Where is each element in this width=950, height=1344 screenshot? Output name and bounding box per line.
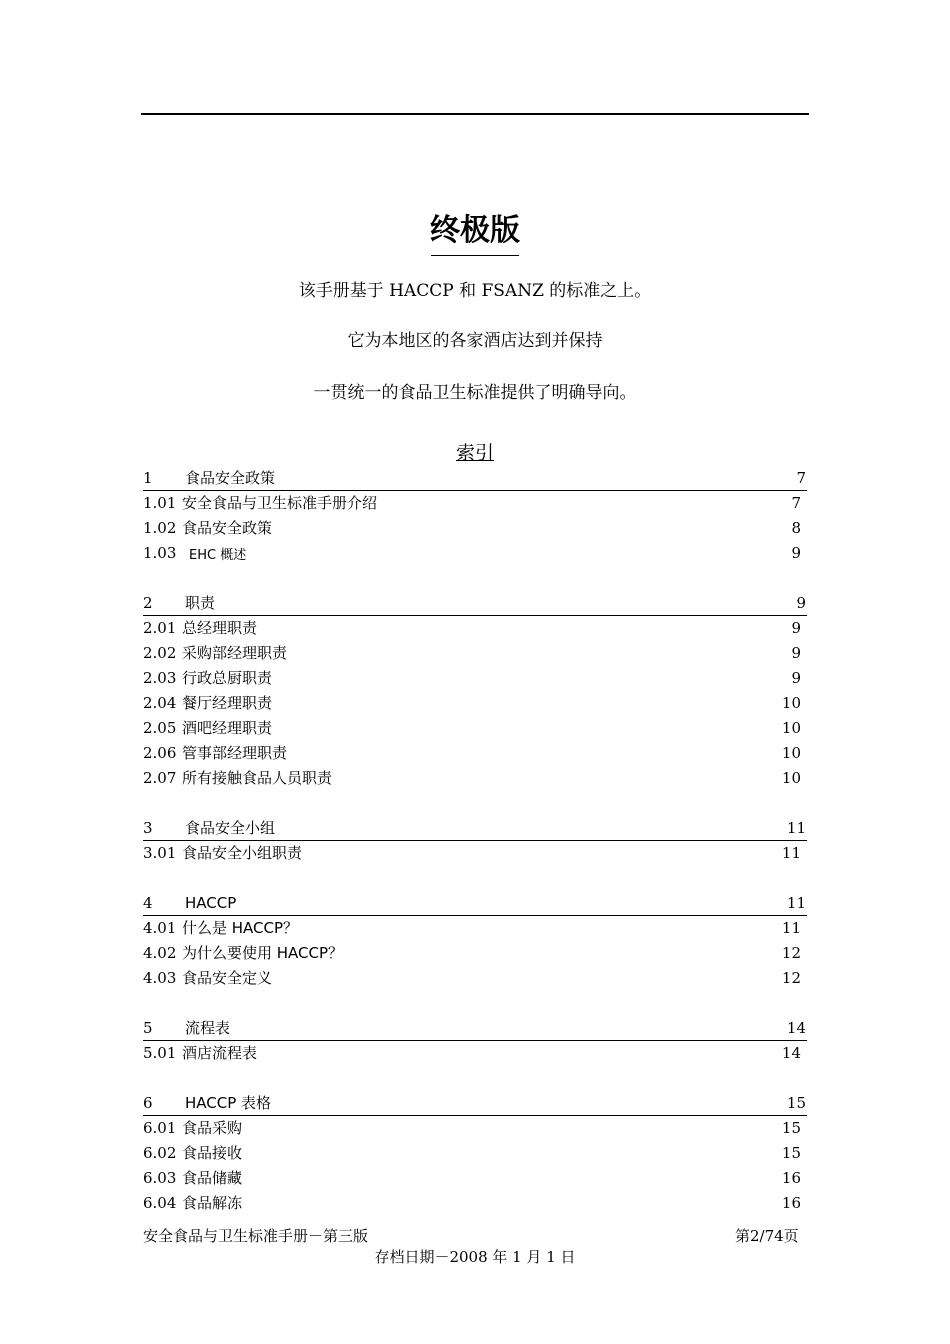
toc-entry-page: 15 — [781, 1119, 801, 1137]
toc-entry-label: 安全食品与卫生标准手册介绍 — [182, 494, 378, 512]
footer-page-number: 第2/74页 — [735, 1227, 799, 1245]
toc-entry-number: 2.04 — [143, 694, 177, 712]
intro-line-3: 一贯统一的食品卫生标准提供了明确导向。 — [313, 383, 637, 403]
toc-entry-number: 2.02 — [143, 644, 177, 662]
toc-section — [143, 816, 807, 866]
toc-section-page: 15 — [786, 1094, 806, 1112]
toc-entry[interactable] — [143, 1191, 807, 1216]
toc-entry[interactable] — [143, 666, 807, 691]
toc-entry-number: 5.01 — [143, 1044, 177, 1062]
toc-entry-number: 4.01 — [143, 919, 177, 937]
toc-entry-page: 9 — [791, 644, 801, 662]
toc-entry[interactable] — [143, 966, 807, 991]
toc-section-heading[interactable] — [143, 466, 807, 491]
toc-section-number: 5 — [143, 1019, 153, 1037]
toc-entry-number: 2.01 — [143, 619, 177, 637]
toc-entry-label: 管事部经理职责 — [182, 744, 288, 762]
toc-entry[interactable] — [143, 1116, 807, 1141]
toc-entry-number: 2.05 — [143, 719, 177, 737]
toc-entry-number: 2.03 — [143, 669, 177, 687]
footer-archive-date: 存档日期－2008 年 1 月 1 日 — [374, 1248, 576, 1266]
toc-section-number: 3 — [143, 819, 153, 837]
toc-entry-label: 食品储藏 — [182, 1169, 243, 1187]
toc-section-page: 7 — [796, 469, 806, 487]
toc-entry-page: 16 — [781, 1169, 801, 1187]
title-underline — [431, 255, 519, 256]
toc-entry-number: 4.03 — [143, 969, 177, 987]
toc-entry-label: 所有接触食品人员职责 — [182, 769, 333, 787]
toc-entry-page: 16 — [781, 1194, 801, 1212]
intro-line-2: 它为本地区的各家酒店达到并保持 — [347, 331, 603, 351]
toc-section-page: 11 — [786, 819, 806, 837]
toc-section-heading[interactable] — [143, 591, 807, 616]
toc-entry[interactable] — [143, 641, 807, 666]
toc-section-label: HACCP — [185, 894, 237, 912]
toc-entry-label: 行政总厨职责 — [182, 669, 273, 687]
footer-document-name: 安全食品与卫生标准手册－第三版 — [143, 1227, 369, 1245]
toc-entry-label: 食品解冻 — [182, 1194, 243, 1212]
toc-entry-label: 食品采购 — [182, 1119, 243, 1137]
toc-entry-page: 10 — [781, 769, 801, 787]
toc-entry-page: 12 — [781, 969, 801, 987]
toc-entry[interactable] — [143, 766, 807, 791]
toc-entry-page: 9 — [791, 669, 801, 687]
toc-entry-page: 10 — [781, 719, 801, 737]
toc-entry[interactable] — [143, 916, 807, 941]
toc-entry-label: 为什么要使用 HACCP？ — [182, 944, 344, 962]
toc-entry-number: 6.02 — [143, 1144, 177, 1162]
toc-section-label: 职责 — [185, 594, 216, 612]
toc-entry-label: 食品安全定义 — [182, 969, 273, 987]
toc-section-page: 11 — [786, 894, 806, 912]
toc-entry-number: 6.03 — [143, 1169, 177, 1187]
toc-entry-page: 15 — [781, 1144, 801, 1162]
toc-entry-page: 11 — [781, 919, 801, 937]
toc-entry-page: 9 — [791, 619, 801, 637]
toc-entry[interactable] — [143, 741, 807, 766]
toc-entry[interactable] — [143, 616, 807, 641]
table-of-contents — [143, 466, 807, 1241]
toc-entry-page: 9 — [791, 544, 801, 562]
toc-entry-label: 什么是 HACCP？ — [182, 919, 299, 937]
toc-entry-label: 酒吧经理职责 — [182, 719, 273, 737]
toc-entry-number: 6.04 — [143, 1194, 177, 1212]
toc-entry-label: 食品安全政策 — [182, 519, 273, 537]
toc-section-label: 食品安全政策 — [185, 469, 276, 487]
toc-section — [143, 891, 807, 991]
toc-section — [143, 591, 807, 791]
toc-section-label: 流程表 — [185, 1019, 231, 1037]
toc-entry[interactable] — [143, 841, 807, 866]
toc-entry[interactable] — [143, 1166, 807, 1191]
intro-line-1: 该手册基于 HACCP 和 FSANZ 的标准之上。 — [298, 281, 652, 301]
toc-section — [143, 1016, 807, 1066]
toc-entry[interactable] — [143, 941, 807, 966]
toc-entry-number: 2.06 — [143, 744, 177, 762]
toc-entry-page: 7 — [791, 494, 801, 512]
toc-entry[interactable] — [143, 516, 807, 541]
toc-entry-label: 餐厅经理职责 — [182, 694, 273, 712]
toc-entry-page: 12 — [781, 944, 801, 962]
toc-section-heading[interactable] — [143, 891, 807, 916]
toc-entry-label: 总经理职责 — [182, 619, 258, 637]
toc-entry-label: 食品安全小组职责 — [182, 844, 303, 862]
toc-section — [143, 1091, 807, 1216]
toc-entry-label: 采购部经理职责 — [182, 644, 288, 662]
toc-section-heading[interactable] — [143, 816, 807, 841]
toc-entry-number: 3.01 — [143, 844, 177, 862]
toc-entry-page: 11 — [781, 844, 801, 862]
toc-entry[interactable] — [143, 716, 807, 741]
toc-entry-page: 14 — [781, 1044, 801, 1062]
toc-section-heading[interactable] — [143, 1091, 807, 1116]
toc-entry-label: EHC 概述 — [189, 548, 247, 563]
toc-section-label: 食品安全小组 — [185, 819, 276, 837]
toc-section-page: 14 — [786, 1019, 806, 1037]
toc-entry[interactable] — [143, 691, 807, 716]
toc-section-page: 9 — [796, 594, 806, 612]
toc-section-heading[interactable] — [143, 1016, 807, 1041]
toc-entry-label: 食品接收 — [182, 1144, 243, 1162]
toc-entry[interactable] — [143, 541, 807, 566]
toc-entry-number: 2.07 — [143, 769, 177, 787]
toc-section-number: 6 — [143, 1094, 153, 1112]
toc-entry-label: 酒店流程表 — [182, 1044, 258, 1062]
toc-section-number: 4 — [143, 894, 153, 912]
toc-section-label: HACCP 表格 — [185, 1094, 272, 1112]
toc-entry[interactable] — [143, 491, 807, 516]
toc-entry[interactable] — [143, 1141, 807, 1166]
header-rule — [141, 113, 809, 115]
toc-entry[interactable] — [143, 1041, 807, 1066]
toc-heading: 索引 — [455, 442, 494, 464]
toc-entry-page: 10 — [781, 744, 801, 762]
toc-entry-number: 4.02 — [143, 944, 177, 962]
toc-section-number: 2 — [143, 594, 153, 612]
toc-entry-number: 1.01 — [143, 494, 177, 512]
toc-entry-number: 1.02 — [143, 519, 177, 537]
document-title: 终极版 — [430, 213, 520, 248]
toc-section-number: 1 — [143, 469, 153, 487]
toc-entry-number: 1.03 — [143, 544, 177, 562]
toc-entry-page: 10 — [781, 694, 801, 712]
toc-entry-page: 8 — [791, 519, 801, 537]
toc-section — [143, 466, 807, 566]
toc-entry-number: 6.01 — [143, 1119, 177, 1137]
